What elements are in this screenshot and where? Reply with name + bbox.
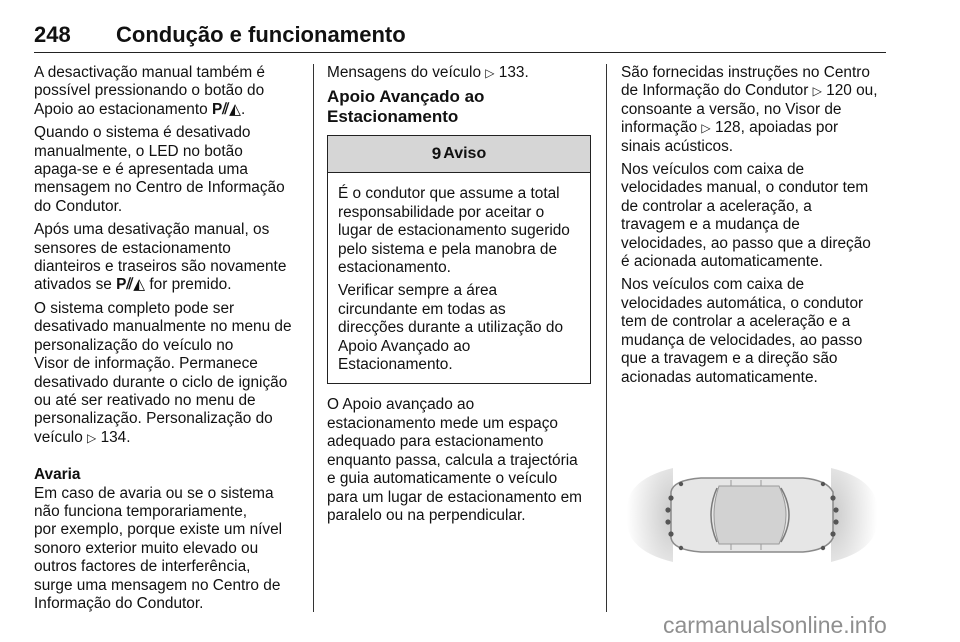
triangle-right-icon[interactable]: ▷ bbox=[812, 84, 822, 99]
car-top-view-icon bbox=[671, 478, 833, 552]
page-reference[interactable]: 128, apoiadas por bbox=[714, 119, 839, 137]
paragraph: O Apoio avançado ao estacionamento mede um espaço adequado para estacionamento enquanto passa, calcula a trajectória e guia automaticamente o veículo para um lugar de estacionamento em paralelo ou na perpendicular. bbox=[327, 396, 582, 524]
page-reference[interactable]: 133. bbox=[498, 64, 529, 81]
paragraph: Mensagens do veículo ▷ 133. bbox=[327, 64, 529, 81]
paragraph: Nos veículos com caixa de velocidades automática, o condutor tem de controlar a aceleração e a mudança de velocidades, ao passo que a travagem e a direção são acionadas automaticamente. bbox=[621, 276, 864, 386]
paragraph: Nos veículos com caixa de velocidades manual, o condutor tem de controlar a aceleração, a travagem e a mudança de velocidades, ao passo que a direção é acionada automaticamente. bbox=[621, 161, 871, 271]
page-reference[interactable]: 134. bbox=[100, 428, 131, 446]
paragraph: São fornecidas instruções no Centro de Informação do Condutor ▷ 120 ou, consoante a versão, no Visor de informação ▷ 128, apoiadas por sinais acústicos. bbox=[621, 64, 878, 155]
paragraph: O sistema completo pode ser desativado manualmente no menu de personalização do veículo no Visor de informação. Permanece desativado durante o ciclo de ignição ou até ser reativado no menu de personalização. Personalização do veículo ▷ 134. bbox=[34, 299, 292, 446]
section-heading: Avaria bbox=[34, 466, 81, 484]
warning-box bbox=[327, 135, 591, 384]
triangle-right-icon[interactable]: ▷ bbox=[485, 66, 495, 80]
page-title: Condução e funcionamento bbox=[116, 22, 406, 47]
park-assist-icon: P⫽◭ bbox=[116, 276, 146, 294]
column-1 bbox=[34, 64, 304, 618]
paragraph: A desactivação manual também é possível pressionando o botão do Apoio ao estacionamento P⫽◭. bbox=[34, 64, 265, 118]
page-number: 248 bbox=[34, 22, 71, 47]
warning-triangle-icon: 9 bbox=[431, 144, 442, 164]
section-heading: Apoio Avançado ao Estacionamento bbox=[327, 87, 485, 127]
paragraph: Quando o sistema é desativado manualmente, o LED no botão apaga-se e é apresentada uma mensagem no Centro de Informação do Condutor. bbox=[34, 124, 285, 215]
paragraph: É o condutor que assume a total responsabilidade por aceitar o lugar de estacionamento sugerido pelo sistema e pela manobra de estacionamento. bbox=[338, 185, 570, 277]
park-assist-icon: P⫽◭ bbox=[211, 100, 241, 118]
triangle-right-icon[interactable]: ▷ bbox=[87, 430, 97, 445]
column-divider bbox=[606, 64, 607, 612]
warning-header bbox=[328, 136, 590, 173]
warning-title: Aviso bbox=[443, 145, 487, 163]
paragraph: Após uma desativação manual, os sensores de estacionamento dianteiros e traseiros são novamente ativados se P⫽◭ for premido. bbox=[34, 221, 287, 294]
paragraph: Verificar sempre a área circundante em todas as direcções durante a utilização do Apoio Avançado ao Estacionamento. bbox=[338, 282, 564, 374]
column-2 bbox=[327, 64, 597, 530]
paragraph: Em caso de avaria ou se o sistema não funciona temporariamente, por exemplo, porque existe um nível sonoro exterior muito elevado ou outros factores de interferência, surge uma mensagem no Centro de Informação do Condutor. bbox=[34, 484, 283, 612]
page-reference[interactable]: 120 ou, bbox=[826, 82, 878, 100]
triangle-right-icon[interactable]: ▷ bbox=[701, 121, 711, 136]
column-divider bbox=[313, 64, 314, 612]
warning-body bbox=[328, 173, 590, 383]
column-3 bbox=[621, 64, 896, 625]
parking-sensor-illustration bbox=[621, 410, 883, 620]
watermark: carmanualsonline.info bbox=[663, 612, 887, 638]
page-header bbox=[34, 22, 886, 53]
